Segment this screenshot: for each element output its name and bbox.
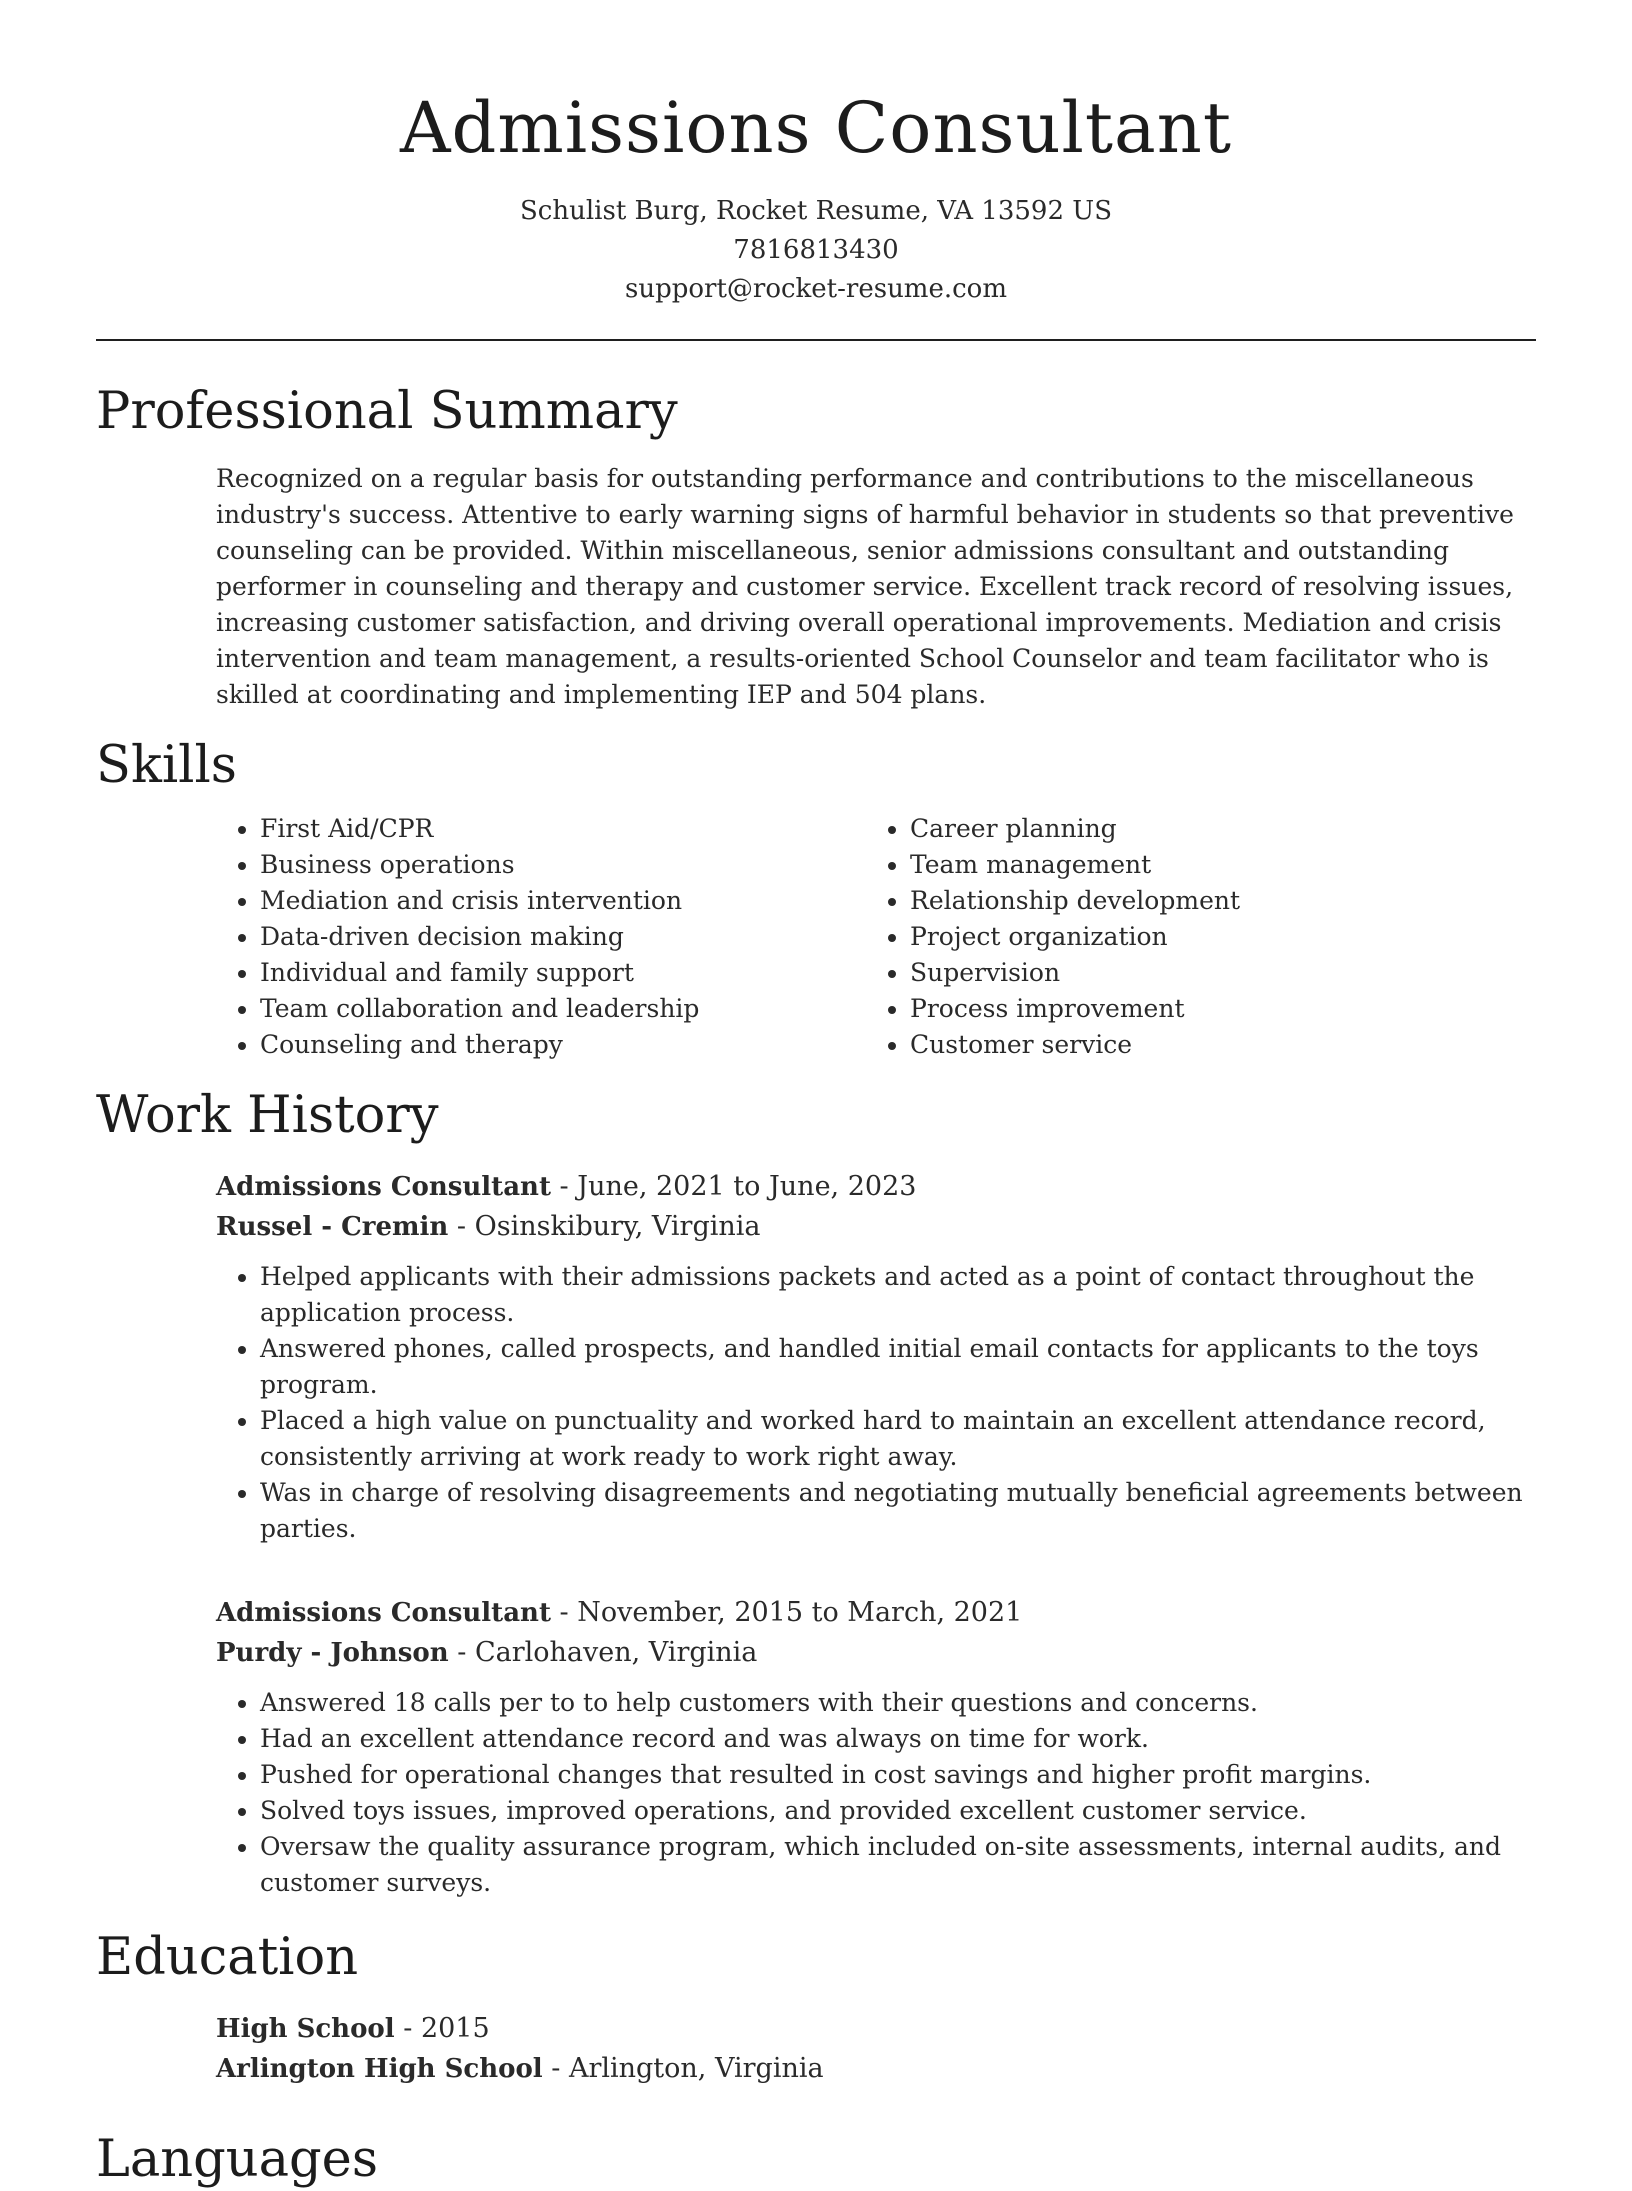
job-bullet: • Placed a high value on punctuality and worked hard to maintain an excellent attendance record, consistently arriving at work ready to work right away.: [260, 1403, 1536, 1475]
education-heading: Education: [96, 1928, 359, 1987]
contact-block: [96, 192, 1536, 309]
header-divider: [96, 339, 1536, 341]
job-title: Admissions Consultant: [216, 1172, 551, 1202]
summary-text: Recognized on a regular basis for outstanding performance and contributions to the miscellaneous industry's success. Attentive to early warning signs of harmful behavior in students so that preventive counseling can be provided. Within miscellaneous, senior admissions consultant and outstanding performer in counseling and therapy and customer service. Excellent track record of resolving issues, increasing customer satisfaction, and driving overall operational improvements. Mediation and crisis intervention and team management, a results-oriented School Counselor and team facilitator who is skilled at coordinating and implementing IEP and 504 plans.: [216, 464, 1514, 709]
skills-column-right: [866, 811, 1240, 1063]
skills-column-left: [216, 811, 866, 1063]
job-title: Admissions Consultant: [216, 1598, 551, 1628]
education-school-line: [216, 2049, 1536, 2089]
job-bullet: • Pushed for operational changes that resulted in cost savings and higher profit margins.: [260, 1757, 1536, 1793]
skills-list: [216, 811, 1536, 1063]
job-company-line: [216, 1207, 1536, 1247]
skill-item: • Team collaboration and leadership: [260, 991, 866, 1027]
job-bullet: • Was in charge of resolving disagreements and negotiating mutually beneficial agreements between parties.: [260, 1475, 1536, 1547]
job-bullets: [216, 1259, 1536, 1547]
resume-title: Admissions Consultant: [399, 87, 1232, 169]
contact-email[interactable]: support@rocket-resume.com: [624, 274, 1007, 304]
skill-item: • Mediation and crisis intervention: [260, 883, 866, 919]
job-entry: [216, 1167, 1536, 1547]
job-location: - Carlohaven, Virginia: [448, 1637, 758, 1668]
resume-page: [96, 0, 1536, 2191]
skill-item: • Process improvement: [910, 991, 1240, 1027]
job-bullet: • Had an excellent attendance record and was always on time for work.: [260, 1721, 1536, 1757]
job-title-line: [216, 1167, 1536, 1207]
skill-item: • Project organization: [910, 919, 1240, 955]
job-bullet: • Solved toys issues, improved operations, and provided excellent customer service.: [260, 1793, 1536, 1829]
skill-item: • Customer service: [910, 1027, 1240, 1063]
education-degree-line: [216, 2009, 1536, 2049]
skill-item: • Counseling and therapy: [260, 1027, 866, 1063]
skill-item: • Team management: [910, 847, 1240, 883]
skill-item: • Supervision: [910, 955, 1240, 991]
education-degree: High School: [216, 2014, 395, 2044]
job-company: Purdy - Johnson: [216, 1638, 449, 1668]
education-entry: [216, 2009, 1536, 2089]
job-entry: [216, 1593, 1536, 1901]
skill-item: • Data-driven decision making: [260, 919, 866, 955]
education-year: - 2015: [394, 2013, 490, 2044]
job-company: Russel - Cremin: [216, 1212, 449, 1242]
education-location: - Arlington, Virginia: [542, 2053, 824, 2084]
job-dates: - June, 2021 to June, 2023: [550, 1171, 917, 1202]
job-dates: - November, 2015 to March, 2021: [550, 1597, 1023, 1628]
job-location: - Osinskibury, Virginia: [448, 1211, 761, 1242]
work-history-heading: Work History: [96, 1086, 439, 1145]
job-bullet: • Helped applicants with their admissions packets and acted as a point of contact throughout the application process.: [260, 1259, 1536, 1331]
skill-item: • Individual and family support: [260, 955, 866, 991]
education-school: Arlington High School: [216, 2054, 543, 2084]
job-bullets: [216, 1685, 1536, 1901]
skills-heading: Skills: [96, 736, 237, 795]
job-company-line: [216, 1633, 1536, 1673]
skill-item: • First Aid/CPR: [260, 811, 866, 847]
contact-address: Schulist Burg, Rocket Resume, VA 13592 US: [519, 196, 1113, 226]
languages-heading: Languages: [96, 2130, 379, 2189]
job-bullet: • Answered 18 calls per to to help customers with their questions and concerns.: [260, 1685, 1536, 1721]
skill-item: • Relationship development: [910, 883, 1240, 919]
contact-phone: 7816813430: [733, 235, 899, 265]
summary-heading: Professional Summary: [96, 382, 678, 441]
job-bullet: • Oversaw the quality assurance program, which included on-site assessments, internal audits, and customer surveys.: [260, 1829, 1536, 1901]
skill-item: • Business operations: [260, 847, 866, 883]
job-title-line: [216, 1593, 1536, 1633]
skill-item: • Career planning: [910, 811, 1240, 847]
job-bullet: • Answered phones, called prospects, and handled initial email contacts for applicants to the toys program.: [260, 1331, 1536, 1403]
